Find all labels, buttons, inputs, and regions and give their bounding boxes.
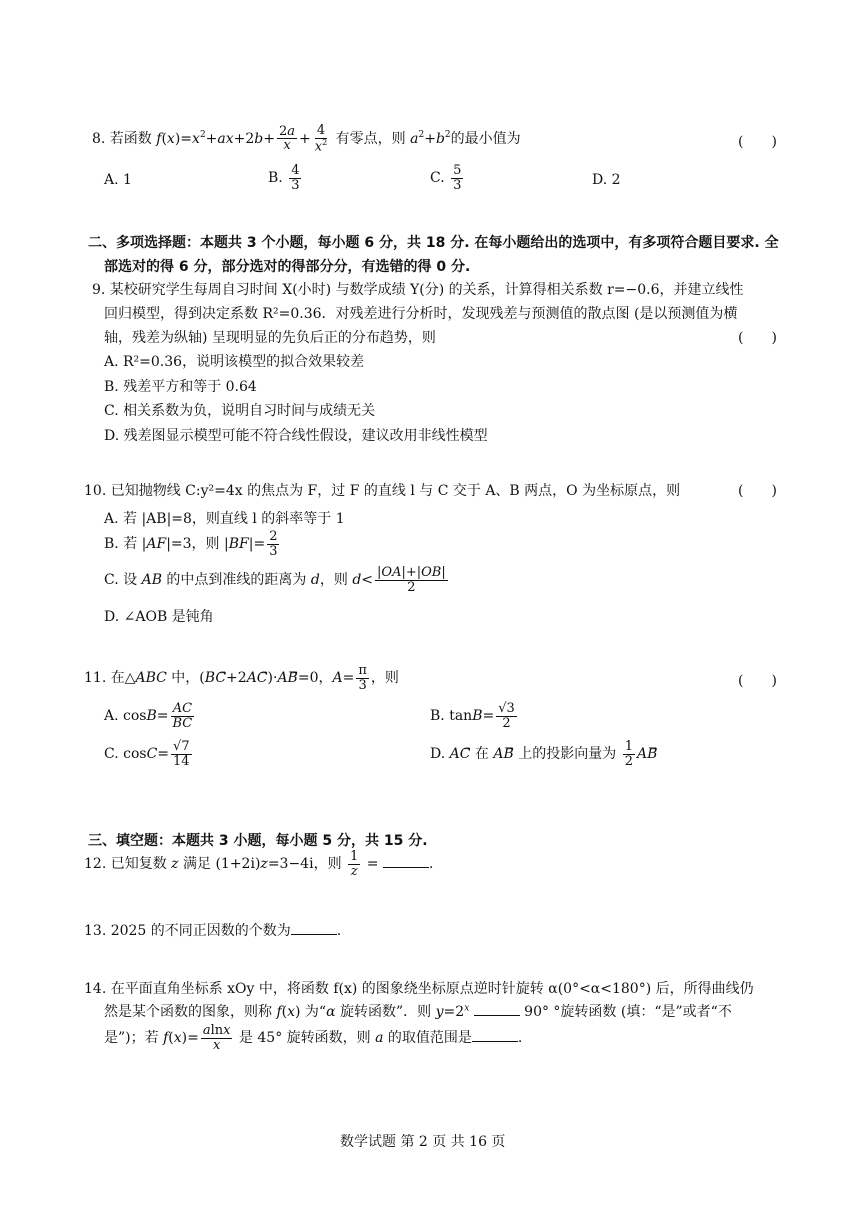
q9-line2: 回归模型，得到决定系数 R²=0.36．对残差进行分析时，发现残差与预测值的散点图 (是以预测值为横 xyxy=(104,306,738,322)
q10-answer-paren: ( ) xyxy=(738,483,777,499)
q11-option-b: B. tanB= $\frac{√3}{2}$ xyxy=(430,701,515,731)
page-footer: 数学试题 第 2 页 共 16 页 xyxy=(340,1134,506,1150)
q8-option-c: C. $\frac{5}{3}$ xyxy=(430,163,462,193)
q9-answer-paren: ( ) xyxy=(738,330,777,346)
q11-option-c: C. cosC= $\frac{√7}{14}$ xyxy=(104,739,190,769)
q11-option-a: A. cosB= $\frac{AC}{BC}$ xyxy=(104,701,193,731)
q14-line2: 然是某个函数的图象，则称 f(x) 为“α 旋转函数”．则 $y=2^x$ 90° °旋转函数 (填：“是”或者“不 xyxy=(104,1003,732,1020)
q9-line1: 9. 某校研究学生每周自习时间 X(小时) 与数学成绩 Y(分) 的关系，计算得相关系数 r=−0.6，并建立线性 xyxy=(92,282,744,298)
q8-option-a: A. 1 xyxy=(104,172,132,188)
section3-heading: 三、填空题：本题共 3 小题，每小题 5 分，共 15 分. xyxy=(88,833,428,849)
q8-answer-paren: ( ) xyxy=(738,134,777,150)
q9-line3: 轴，残差为纵轴) 呈现明显的先负后正的分布趋势，则 xyxy=(104,330,436,346)
q10-option-a: A. 若 |AB|=8，则直线 l 的斜率等于 1 xyxy=(104,511,345,527)
q9-option-d: D. 残差图显示模型可能不符合线性假设，建议改用非线性模型 xyxy=(104,428,488,444)
q10-option-c: C. 设 AB 的中点到准线的距离为 d，则 d< $\frac{|OA|+|OB|}{2}$ xyxy=(104,565,446,595)
q11-stem: 11. 在△ABC 中，(BC⃗+2AC⃗)·AB⃗=0，A= $\frac{\pi}{3}$ ，则 xyxy=(84,663,399,693)
q9-option-a: A. R²=0.36，说明该模型的拟合效果较差 xyxy=(104,354,365,370)
section2-heading-line1: 二、多项选择题：本题共 3 个小题，每小题 6 分，共 18 分. 在每小题给出的选项中，有多项符合题目要求. 全 xyxy=(88,235,779,251)
q8-stem: 8. 若函数 $f(x)=x^2+ax+2b+$ $\frac{2a}{x}$ + $\frac{4}{x^2}$ 有零点，则 $a^2+b^2$的最小值为 xyxy=(92,123,521,154)
q12-answer-blank[interactable] xyxy=(383,855,429,868)
q9-option-b: B. 残差平方和等于 0.64 xyxy=(104,379,257,395)
q8-option-b: B. $\frac{4}{3}$ xyxy=(268,163,300,193)
q11-answer-paren: ( ) xyxy=(738,673,777,689)
q13-answer-blank[interactable] xyxy=(291,922,337,935)
q13-text: 13. 2025 的不同正因数的个数为 . xyxy=(84,923,342,939)
q14-line1: 14. 在平面直角坐标系 xOy 中，将函数 f(x) 的图象绕坐标原点逆时针旋转 α(0°<α<180°) 后，所得曲线仍 xyxy=(84,981,754,997)
q14-answer-blank-1[interactable] xyxy=(474,1003,520,1016)
q10-option-d: D. ∠AOB 是钝角 xyxy=(104,609,214,625)
q8-option-d: D. 2 xyxy=(592,172,621,188)
q14-line3: 是”)；若 f(x)= $\frac{alnx}{x}$ 是 45° 旋转函数，则 a 的取值范围是 . xyxy=(104,1023,523,1053)
q9-option-c: C. 相关系数为负，说明自习时间与成绩无关 xyxy=(104,403,376,419)
q12-text: 12. 已知复数 z 满足 (1+2i)z=3−4i，则 $\frac{1}{z}$ = . xyxy=(84,849,434,879)
section2-heading-line2: 部选对的得 6 分，部分选对的得部分分，有选错的得 0 分. xyxy=(104,259,471,275)
q10-option-b: B. 若 |AF|=3，则 |BF|= $\frac{2}{3}$ xyxy=(104,529,278,559)
q14-answer-blank-2[interactable] xyxy=(472,1029,518,1042)
q11-option-d: D. AC⃗ 在 AB⃗ 上的投影向量为 $\frac{1}{2}$ AB xyxy=(430,739,658,769)
q10-stem: 10. 已知抛物线 C:y²=4x 的焦点为 F，过 F 的直线 l 与 C 交于 A、B 两点，O 为坐标原点，则 xyxy=(84,483,681,499)
